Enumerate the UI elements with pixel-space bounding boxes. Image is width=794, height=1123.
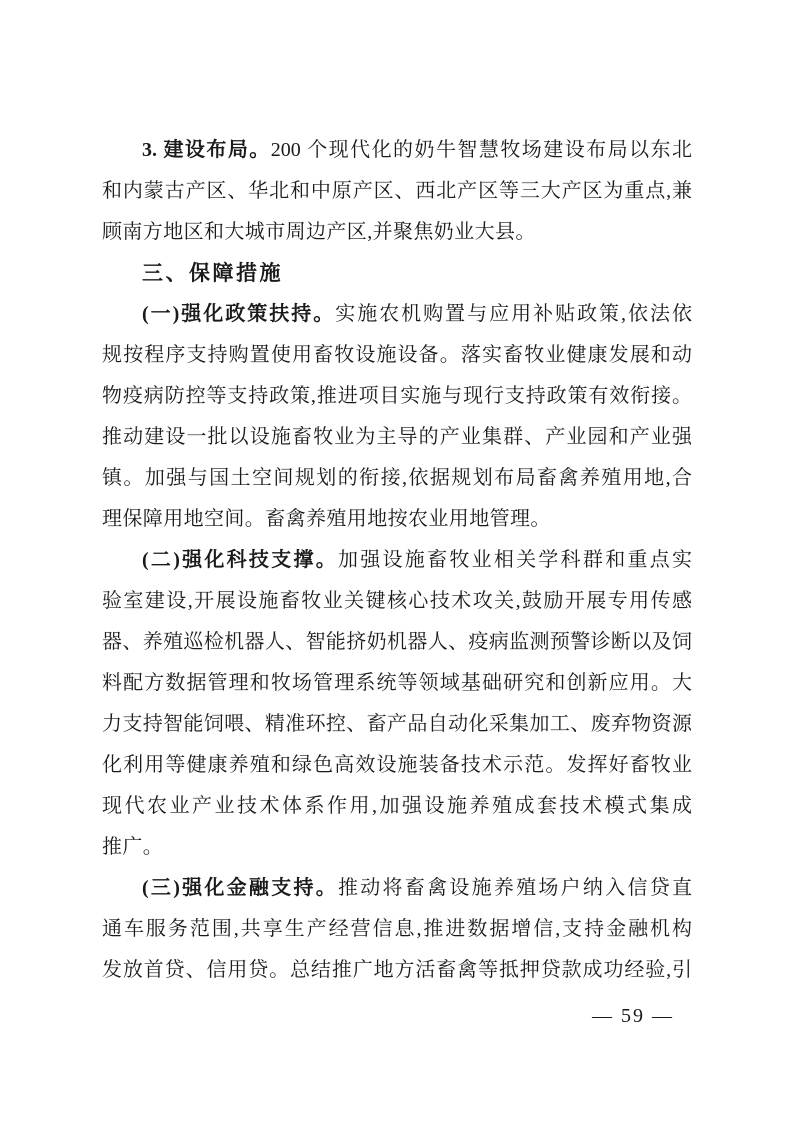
text-line	[102, 335, 692, 376]
line-text: 加强设施畜牧业相关学科群和重点实	[338, 549, 693, 571]
line-text: 和内蒙古产区、华北和中原产区、西北产区等三大产区为重点,兼	[102, 180, 692, 202]
paragraph-lead: 3. 建设布局。	[142, 139, 271, 161]
paragraph-lead: (一)强化政策扶持。	[142, 303, 336, 325]
line-text: 顾南方地区和大城市周边产区,并聚焦奶业大县。	[102, 221, 536, 243]
page-number: — 59 —	[592, 1005, 674, 1027]
text-line	[102, 745, 692, 786]
line-text: 力支持智能饲喂、精准环控、畜产品自动化采集加工、废弃物资源	[102, 713, 692, 735]
line-text: 化利用等健康养殖和绿色高效设施装备技术示范。发挥好畜牧业	[102, 754, 692, 776]
document-body	[102, 130, 692, 991]
line-text: 器、养殖巡检机器人、智能挤奶机器人、疫病监测预警诊断以及饲	[102, 631, 692, 653]
text-line	[102, 950, 692, 991]
line-text: 现代农业产业技术体系作用,加强设施养殖成套技术模式集成	[102, 795, 692, 817]
line-text: 料配方数据管理和牧场管理系统等领域基础研究和创新应用。大	[102, 672, 692, 694]
line-text: 发放首贷、信用贷。总结推广地方活畜禽等抵押贷款成功经验,引	[102, 959, 692, 981]
text-line	[102, 868, 692, 909]
paragraph-lead: (三)强化金融支持。	[142, 877, 338, 899]
line-text: 通车服务范围,共享生产经营信息,推进数据增信,支持金融机构	[102, 918, 692, 940]
text-line	[102, 909, 692, 950]
text-line	[102, 458, 692, 499]
text-line	[102, 171, 692, 212]
text-line	[102, 786, 692, 827]
line-text: 理保障用地空间。畜禽养殖用地按农业用地管理。	[102, 508, 551, 530]
line-text: 推广。	[102, 836, 164, 858]
paragraph-lead: (二)强化科技支撑。	[142, 549, 338, 571]
line-text: 镇。加强与国土空间规划的衔接,依据规划布局畜禽养殖用地,合	[102, 467, 692, 489]
line-text: 200 个现代化的奶牛智慧牧场建设布局以东北	[270, 139, 692, 161]
text-line	[102, 622, 692, 663]
line-text: 规按程序支持购置使用畜牧设施设备。落实畜牧业健康发展和动	[102, 344, 692, 366]
section-heading	[102, 253, 692, 294]
text-line	[102, 581, 692, 622]
text-line	[102, 499, 692, 540]
text-line	[102, 294, 692, 335]
text-line	[102, 376, 692, 417]
text-line	[102, 130, 692, 171]
line-text: 实施农机购置与应用补贴政策,依法依	[335, 303, 693, 325]
line-text: 推动建设一批以设施畜牧业为主导的产业集群、产业园和产业强	[102, 426, 692, 448]
text-line	[102, 827, 692, 868]
text-line	[102, 663, 692, 704]
line-text: 物疫病防控等支持政策,推进项目实施与现行支持政策有效衔接。	[102, 385, 692, 407]
text-line	[102, 212, 692, 253]
text-line	[102, 704, 692, 745]
page-footer	[592, 1005, 674, 1028]
text-line	[102, 540, 692, 581]
line-text: 验室建设,开展设施畜牧业关键核心技术攻关,鼓励开展专用传感	[102, 590, 692, 612]
line-text: 推动将畜禽设施养殖场户纳入信贷直	[338, 877, 693, 899]
text-line	[102, 417, 692, 458]
section-heading-text: 三、保障措施	[142, 262, 283, 285]
